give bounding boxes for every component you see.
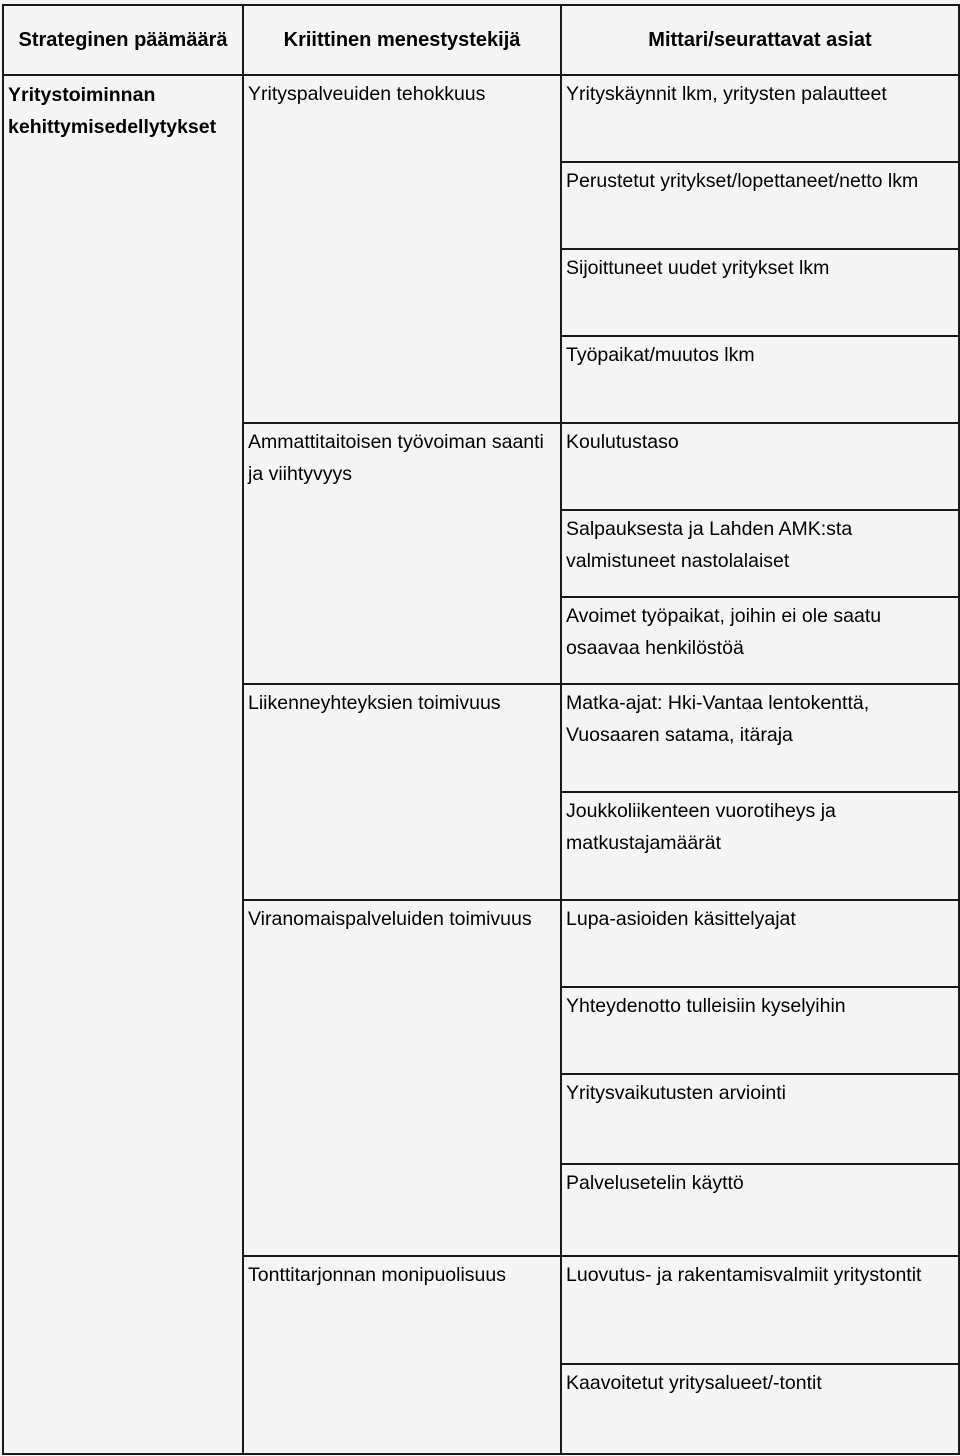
metric-text: Työpaikat/muutos lkm	[566, 344, 755, 366]
strategy-table	[2, 4, 960, 1455]
metric-text: Yritysvaikutusten arviointi	[566, 1082, 787, 1104]
metric-text: Salpauksesta ja Lahden AMK:sta valmistuneet nastolalaiset	[566, 518, 853, 572]
factor-cell	[243, 423, 561, 684]
metric-text: Palvelusetelin käyttö	[566, 1172, 744, 1194]
goal-text: Yritystoiminnan kehittymisedellytykset	[8, 84, 217, 138]
factor-cell	[243, 900, 561, 1256]
metric-text: Matka-ajat: Hki-Vantaa lentokenttä, Vuosaaren satama, itäraja	[566, 692, 870, 746]
metric-text: Kaavoitetut yritysalueet/-tontit	[566, 1372, 822, 1394]
metric-text: Sijoittuneet uudet yritykset lkm	[566, 257, 830, 279]
factor-text: Yrityspalveuiden tehokkuus	[248, 83, 486, 105]
goal-cell	[3, 75, 243, 1454]
factor-text: Ammattitaitoisen työvoiman saanti ja viihtyvyys	[248, 431, 544, 485]
metric-cell	[561, 597, 959, 684]
metric-cell	[561, 1364, 959, 1454]
metric-text: Yhteydenotto tulleisiin kyselyihin	[566, 995, 846, 1017]
metric-cell	[561, 792, 959, 900]
metric-text: Joukkoliikenteen vuorotiheys ja matkustajamäärät	[566, 800, 836, 854]
header-row	[3, 5, 959, 75]
metric-cell	[561, 75, 959, 162]
metric-cell	[561, 1074, 959, 1164]
metric-text: Avoimet työpaikat, joihin ei ole saatu osaavaa henkilöstöä	[566, 605, 882, 659]
header-factor: Kriittinen menestystekijä	[243, 5, 561, 75]
metric-cell	[561, 1256, 959, 1364]
factor-cell	[243, 75, 561, 423]
metric-text: Koulutustaso	[566, 431, 679, 453]
metric-cell	[561, 1164, 959, 1256]
factor-text: Tonttitarjonnan monipuolisuus	[248, 1264, 506, 1286]
metric-cell	[561, 162, 959, 249]
header-goal: Strateginen päämäärä	[3, 5, 243, 75]
metric-text: Perustetut yritykset/lopettaneet/netto lkm	[566, 170, 919, 192]
metric-text: Luovutus- ja rakentamisvalmiit yritystontit	[566, 1264, 922, 1286]
metric-text: Yrityskäynnit lkm, yritysten palautteet	[566, 83, 887, 105]
metric-cell	[561, 510, 959, 597]
metric-cell	[561, 423, 959, 510]
metric-cell	[561, 336, 959, 423]
metric-cell	[561, 684, 959, 792]
metric-cell	[561, 249, 959, 336]
metric-cell	[561, 987, 959, 1074]
metric-cell	[561, 900, 959, 987]
factor-text: Viranomaispalveluiden toimivuus	[248, 908, 532, 930]
table-row	[3, 75, 959, 162]
factor-cell	[243, 1256, 561, 1454]
metric-text: Lupa-asioiden käsittelyajat	[566, 908, 796, 930]
factor-text: Liikenneyhteyksien toimivuus	[248, 692, 501, 714]
header-metric: Mittari/seurattavat asiat	[561, 5, 959, 75]
factor-cell	[243, 684, 561, 900]
